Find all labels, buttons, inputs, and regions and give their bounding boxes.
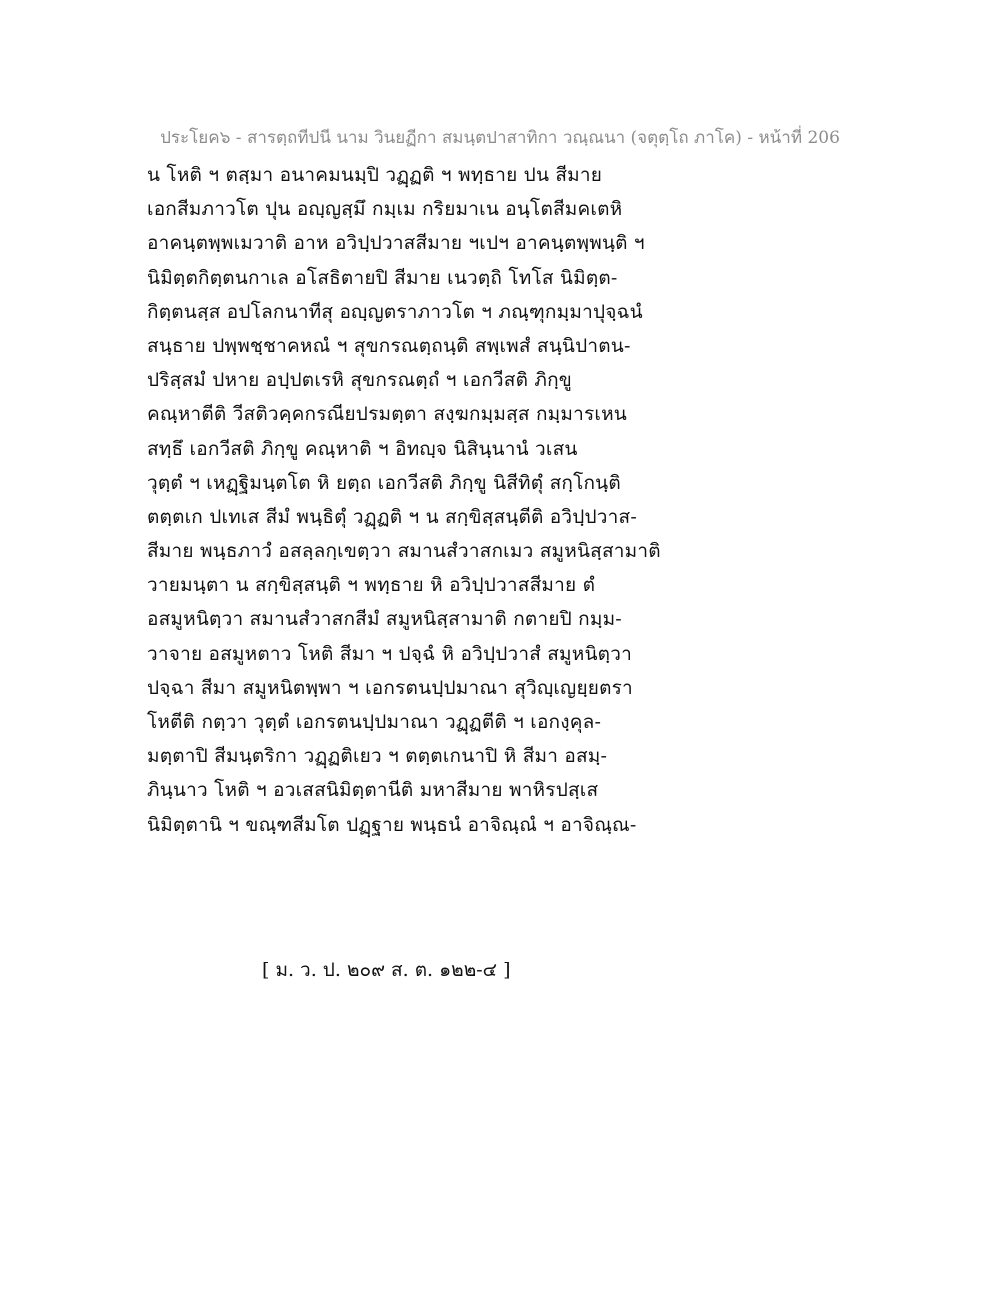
text-line: วุตฺตํ ฯ เหฏฺฐิมนฺตโต หิ ยตฺถ เอกวีสติ ภิกฺขู นิสีทิตุํ สกฺโกนฺติ xyxy=(147,471,621,494)
text-line: อาคนฺตพฺพเมวาติ อาห อวิปฺปวาสสีมาย ฯเปฯ อาคนฺตพฺพนฺติ ฯ xyxy=(147,232,645,255)
text-line: มตฺตาปิ สีมนฺตริกา วฏฺฏติเยว ฯ ตตฺตเกนาปิ หิ สีมา อสมฺ- xyxy=(147,745,608,768)
text-line: น โหติ ฯ ตสฺมา อนาคมนมฺปิ วฏฺฏติ ฯ พทฺธาย ปน สีมาย xyxy=(147,164,603,186)
text-line: เอกสีมภาวโต ปุน อญฺญสฺมึ กมฺเม กริยมาเน อนฺโตสีมคเตหิ xyxy=(147,198,623,221)
body-text xyxy=(147,158,707,842)
text-line: กิตฺตนสฺส อปโลกนาทีสุ อญฺญตราภาวโต ฯ ภณฺฑุกมฺมาปุจฺฉนํ xyxy=(147,300,643,323)
text-line: อสมูหนิตฺวา สมานสํวาสกสีมํ สมูหนิสฺสามาติ กตายปิ กมฺม- xyxy=(147,608,622,631)
text-line: ภินฺนาว โหติ ฯ อวเสสนิมิตฺตานีติ มหาสีมาย พาหิรปสฺเส xyxy=(147,779,599,802)
text-line: นิมิตฺตานิ ฯ ขณฺฑสีมโต ปฏฺฐาย พนฺธนํ อาจิณฺณํ ฯ อาจิณฺณ- xyxy=(147,813,637,836)
text-line: ตตฺตเก ปเทเส สีมํ พนฺธิตุํ วฏฺฏติ ฯ น สกฺขิสฺสนฺตีติ อวิปฺปวาส- xyxy=(147,505,637,528)
text-line: สีมาย พนฺธภาวํ อสลฺลกฺเขตฺวา สมานสํวาสกเมว สมูหนิสฺสามาติ xyxy=(147,540,661,563)
text-line: สทฺธึ เอกวีสติ ภิกฺขู คณฺหาติ ฯ อิทญฺจ นิสินฺนานํ วเสน xyxy=(147,437,578,460)
text-line: วายมนฺตา น สกฺขิสฺสนฺติ ฯ พทฺธาย หิ อวิปฺปวาสสีมาย ตํ xyxy=(147,574,596,597)
text-line: โหตีติ กตฺวา วุตฺตํ เอกรตนปฺปมาณา วฏฺฏตีติ ฯ เอกงฺคุล- xyxy=(147,711,602,733)
text-line: นิมิตฺตกิตฺตนกาเล อโสธิตายปิ สีมาย เนวตฺถิ โทโส นิมิตฺต- xyxy=(147,266,618,289)
text-line: วาจาย อสมูหตาว โหติ สีมา ฯ ปจฺฉํ หิ อวิปฺปวาสํ สมูหนิตฺวา xyxy=(147,642,632,665)
text-line: ปริสฺสมํ ปหาย อปฺปตเรหิ สุขกรณตฺถํ ฯ เอกวีสติ ภิกฺขู xyxy=(147,369,572,392)
text-line: คณฺหาตีติ วีสติวคฺคกรณียปรมตฺตา สงฺฆกมฺมสฺส กมฺมารเหน xyxy=(147,403,627,426)
text-line: สนฺธาย ปพฺพชฺชาคหณํ ฯ สุขกรณตฺถนฺติ สพฺเพสํ สนฺนิปาตน- xyxy=(147,334,631,357)
page-header: ประโยค๖ - สารตฺถทีปนี นาม วินยฏีกา สมนฺตปาสาทิกา วณฺณนา (จตุตฺโถ ภาโค) - หน้าที่ 206 xyxy=(160,128,840,148)
text-line: ปจฺฉา สีมา สมูหนิตพฺพา ฯ เอกรตนปฺปมาณา สุวิญฺเญยฺยตรา xyxy=(147,676,633,699)
reference-citation: [ ม. ว. ป. ๒๐๙ ส. ต. ๑๒๒-๔ ] xyxy=(262,959,511,981)
